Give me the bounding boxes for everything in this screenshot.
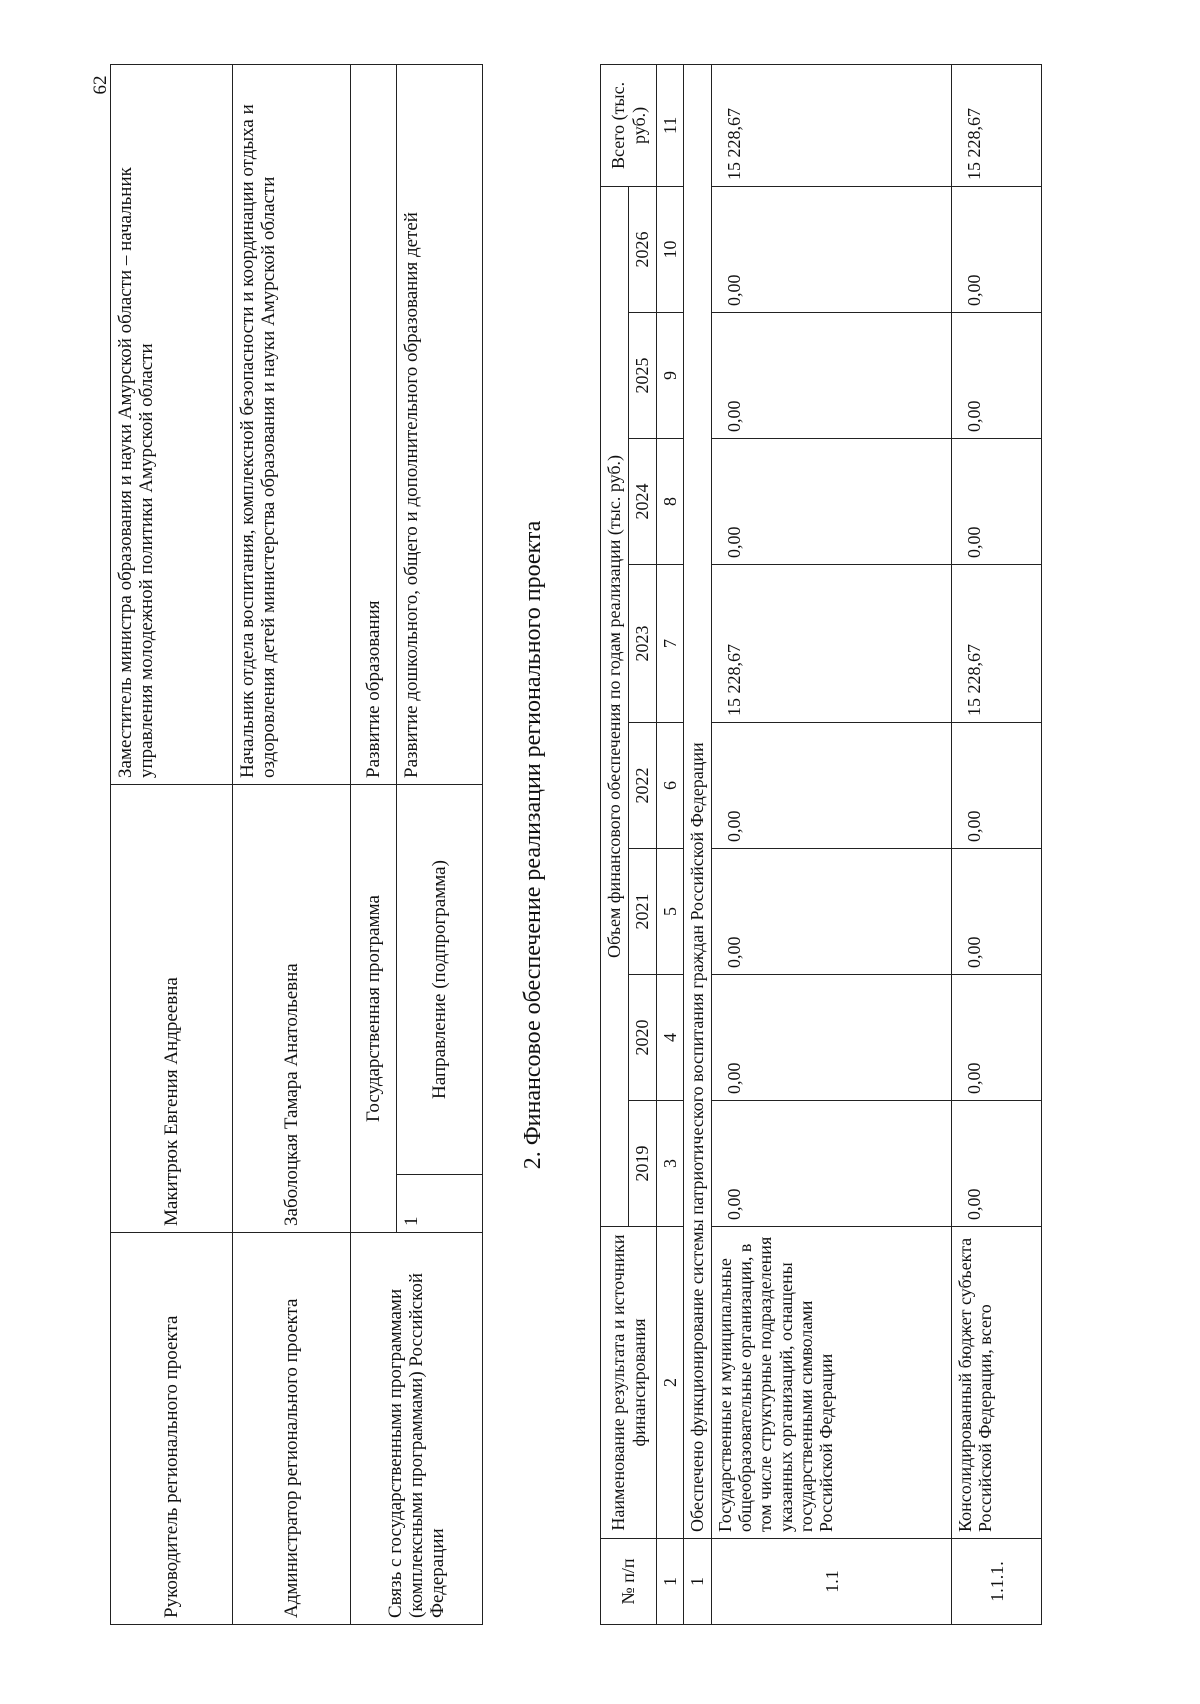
section-title: 2. Финансовое обеспечение реализации регионального проекта [520,520,546,1170]
head-name: Макитрюк Евгения Андреевна [111,785,233,1233]
header-year: 2022 [629,723,657,849]
row-value: 0,00 [952,313,1042,439]
header-year: 2019 [629,1101,657,1227]
header-num: № п/п [601,1539,657,1625]
row-value: 0,00 [952,723,1042,849]
project-passport-table [110,64,483,1625]
column-number: 10 [657,186,684,312]
column-number: 7 [657,565,684,723]
header-year: 2024 [629,439,657,565]
row-value: 0,00 [952,849,1042,975]
admin-position: Начальник отдела воспитания, комплексной безопасности и координации отдыха и оздоровления детей министерства образования и науки Амурской области [233,65,351,785]
row-value: 0,00 [712,975,952,1101]
admin-label: Администратор регионального проекта [233,1233,351,1625]
gov-program-label: Государственная программа [351,785,397,1233]
header-year: 2025 [629,313,657,439]
column-number: 3 [657,1101,684,1227]
row-value: 0,00 [952,1101,1042,1227]
row-value: 0,00 [712,849,952,975]
header-year: 2021 [629,849,657,975]
rotated-document-page [90,65,1070,1625]
direction-label: Направление (подпрограмма) [397,785,483,1175]
row-num: 1.1.1. [952,1539,1042,1625]
header-name: Наименование результата и источники финансирования [601,1227,657,1539]
column-number: 11 [657,64,684,186]
row-value: 0,00 [952,975,1042,1101]
row-value: 0,00 [712,439,952,565]
head-label: Руководитель регионального проекта [111,1233,233,1625]
header-year: 2026 [629,186,657,312]
row-name: Государственные и муниципальные общеобразовательные организации, в том числе структурные подразделения указанных организаций, оснащены государственными символами Российской Федерации [712,1227,952,1539]
row-value: 0,00 [712,313,952,439]
finance-table [600,64,1042,1625]
header-year: 2023 [629,565,657,723]
column-number: 6 [657,723,684,849]
direction-value: Развитие дошкольного, общего и дополнительного образования детей [397,65,483,785]
link-index: 1 [397,1175,483,1233]
table-row [712,64,952,1624]
gov-program-value: Развитие образования [351,65,397,785]
task-num: 1 [684,1539,712,1625]
header-total: Всего (тыс. руб.) [601,64,657,186]
column-number: 8 [657,439,684,565]
row-name: Консолидированный бюджет субъекта Российской Федерации, всего [952,1227,1042,1539]
column-number: 9 [657,313,684,439]
row-value: 0,00 [952,186,1042,312]
table-row [952,64,1042,1624]
column-number: 2 [657,1227,684,1539]
column-number: 4 [657,975,684,1101]
page-number: 62 [90,75,111,95]
task-text: Обеспечено функционирование системы патриотического воспитания граждан Российской Федерации [684,64,712,1538]
link-label: Связь с государственными программами (комплексными программами) Российской Федерации [351,1233,483,1625]
column-number: 5 [657,849,684,975]
row-total: 15 228,67 [952,64,1042,186]
header-volume: Объем финансового обеспечения по годам реализации (тыс. руб.) [601,186,629,1226]
row-value: 15 228,67 [952,565,1042,723]
row-num: 1.1 [712,1539,952,1625]
row-value: 0,00 [712,723,952,849]
column-number: 1 [657,1539,684,1625]
row-total: 15 228,67 [712,64,952,186]
row-value: 0,00 [952,439,1042,565]
row-value: 0,00 [712,1101,952,1227]
admin-name: Заболоцкая Тамара Анатольевна [233,785,351,1233]
header-year: 2020 [629,975,657,1101]
row-value: 0,00 [712,186,952,312]
row-value: 15 228,67 [712,565,952,723]
head-position: Заместитель министра образования и науки Амурской области – начальник управления молодежной политики Амурской области [111,65,233,785]
